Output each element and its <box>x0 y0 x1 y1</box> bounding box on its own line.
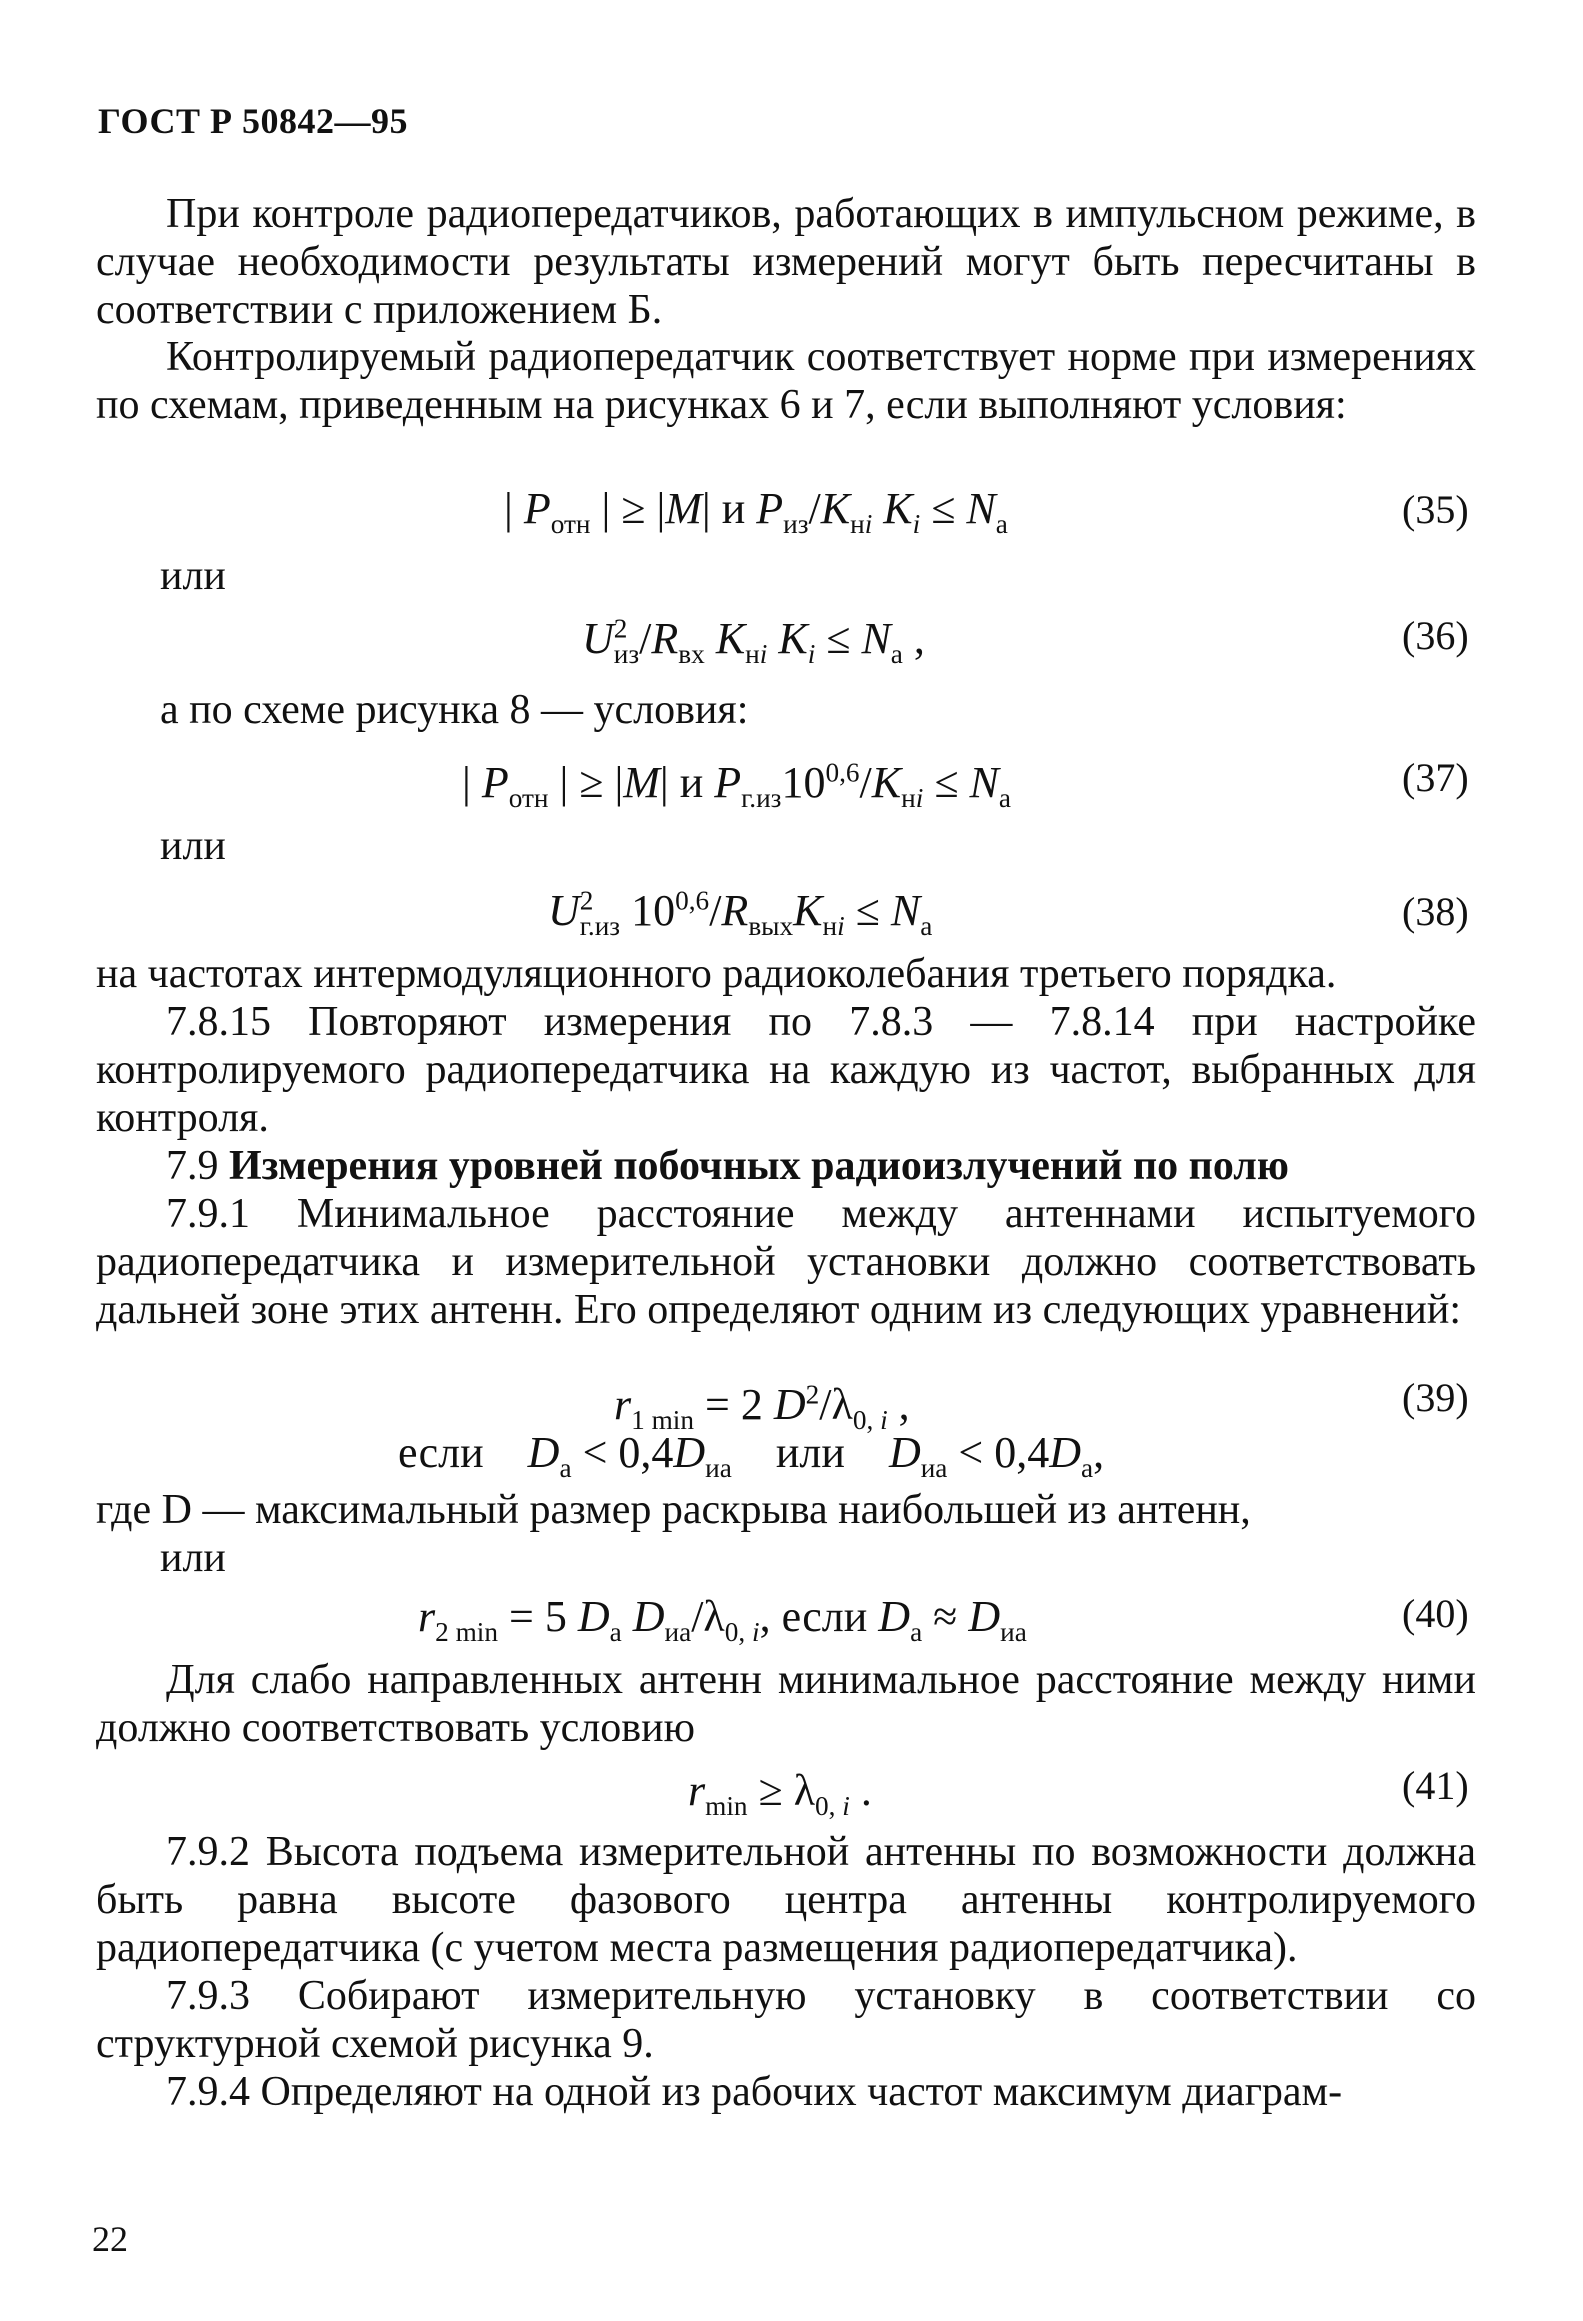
document-header: ГОСТ Р 50842—95 <box>98 101 408 141</box>
paragraph-7-9-1: 7.9.1 Минимальное расстояние между антеннами испытуемого радиопередатчика и измерительной установки должно соответствовать дальней зоне этих антенн. Его определяют одним из следующих уравнений: <box>96 1191 1476 1333</box>
formula-39-condition: если $D_а < 0,4D_{иа}$ или $D_{иа} < 0,4D_а$, <box>398 1428 1105 1483</box>
text-or-2: или <box>160 823 226 869</box>
formula-35: | $P_{отн}$ | ≥ |M| и $P_{из}/K_{нi}$ $K_i \le N_а$ <box>504 484 1008 539</box>
text-or-1: или <box>160 553 226 599</box>
section-7-9-heading <box>166 1142 1289 1190</box>
equation-number-35: (35) <box>1402 487 1469 532</box>
formula-40: $r_{2 min} = 5$ $D_а$ $D_{иа}/\lambda_{0, i}$, если $D_а \approx D_{иа}$ <box>418 1592 1027 1647</box>
text-where-d: где D — максимальный размер раскрыва наибольшей из антенн, <box>96 1487 1251 1533</box>
paragraph-weak-antennas: Для слабо направленных антенн минимальное расстояние между ними должно соответствовать условию <box>96 1657 1476 1751</box>
equation-number-39: (39) <box>1402 1375 1469 1420</box>
page-number: 22 <box>92 2219 128 2259</box>
paragraph-pulse-mode: При контроле радиопередатчиков, работающих в импульсном режиме, в случае необходимости результаты измерений могут быть пересчитаны в соответствии с приложением Б. <box>96 191 1476 333</box>
equation-number-36: (36) <box>1402 613 1469 658</box>
formula-41: $r_{min} \ge \lambda_{0, i}$ . <box>688 1766 872 1821</box>
formula-38: $U^2_{г.из}$ $10^{0,6}/R_{вых}K_{нi} \le N_а$ <box>548 885 933 941</box>
paragraph-7-8-15: 7.8.15 Повторяют измерения по 7.8.3 — 7.8.14 при настройке контролируемого радиопередатчика на каждую из частот, выбранных для контроля. <box>96 999 1476 1141</box>
formula-36: $U^2_{из}/R_{вх}$ $K_{нi}$ $K_i \le N_а$ , <box>582 613 925 669</box>
equation-number-40: (40) <box>1402 1591 1469 1636</box>
formula-40-if: , если <box>759 1592 868 1641</box>
formula-39: $r_{1 min} = 2$ $D^2/\lambda_{0, i}$ , <box>614 1379 910 1435</box>
paragraph-7-9-3: 7.9.3 Собирают измерительную установку в соответствии со структурной схемой рисунка 9. <box>96 1973 1476 2067</box>
paragraph-conditions-intro: Контролируемый радиопередатчик соответствует норме при измерениях по схемам, приведенным на рисунках 6 и 7, если выполняют условия: <box>96 334 1476 428</box>
equation-number-38: (38) <box>1402 889 1469 934</box>
equation-number-37: (37) <box>1402 755 1469 800</box>
text-or-3: или <box>160 1535 226 1581</box>
text-scheme-8: а по схеме рисунка 8 — условия: <box>160 687 749 733</box>
paragraph-7-9-4: 7.9.4 Определяют на одной из рабочих частот максимум диаграм- <box>166 2069 1343 2115</box>
formula-37: | $P_{отн}$ | ≥ |M| и $P_{г.из}10^{0,6}/K_{нi} \le N_а$ <box>462 757 1011 813</box>
text-intermodulation: на частотах интермодуляционного радиоколебания третьего порядка. <box>96 951 1337 997</box>
section-7-9-title: Измерения уровней побочных радиоизлучений по полю <box>229 1143 1289 1189</box>
condition-if: если <box>398 1428 484 1477</box>
equation-number-41: (41) <box>1402 1763 1469 1808</box>
paragraph-7-9-2: 7.9.2 Высота подъема измерительной антенны по возможности должна быть равна высоте фазового центра антенны контролируемого радиопередатчика (с учетом места размещения радиопередатчика). <box>96 1829 1476 1971</box>
condition-or: или <box>775 1428 845 1477</box>
section-7-9-number: 7.9 <box>166 1143 219 1189</box>
